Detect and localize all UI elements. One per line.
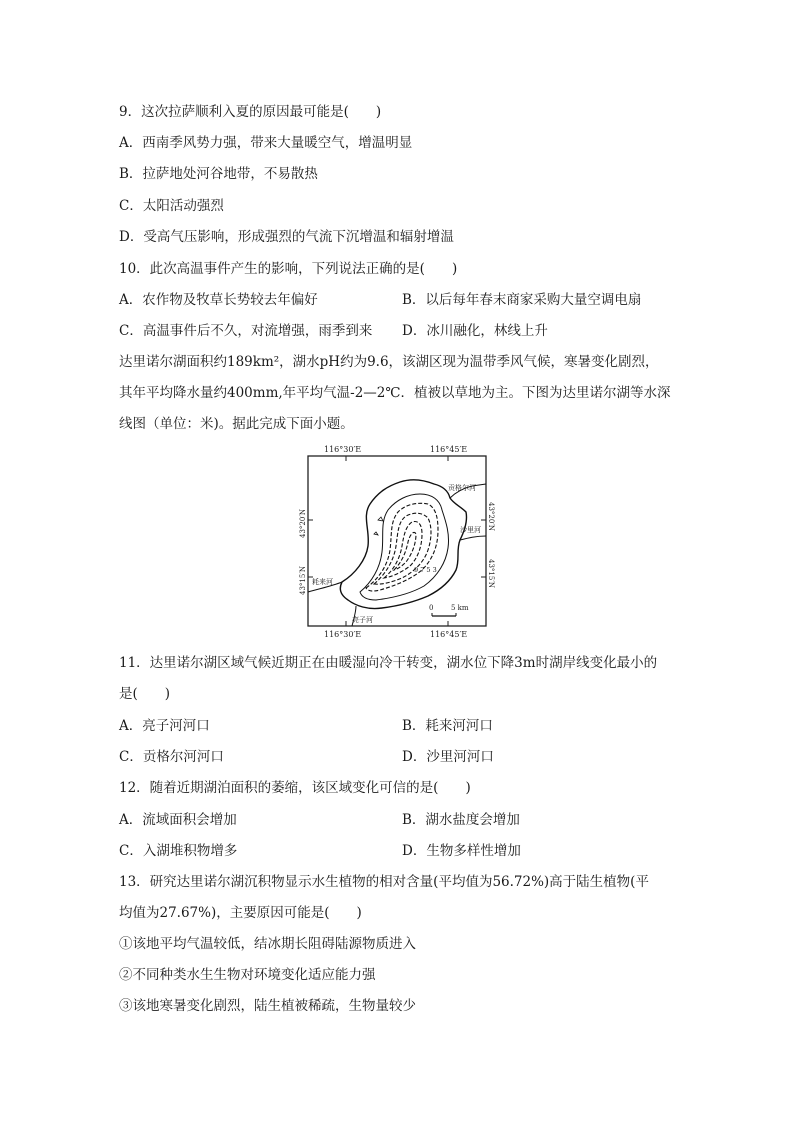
q13-statement-3: ③该地寒暑变化剧烈，陆生植被稀疏，生物量较少 xyxy=(119,998,416,1014)
q11-option-a: A．亮子河河口 xyxy=(119,718,210,734)
lon-label-top-right: 116°45′E xyxy=(430,445,468,454)
q9-option-b: B．拉萨地处河谷地带，不易散热 xyxy=(119,166,318,182)
q11-option-c: C．贡格尔河河口 xyxy=(119,749,224,765)
q13-stem-line-2: 均值为27.67%)，主要原因可能是( ) xyxy=(119,905,362,921)
lon-label-top-left: 116°30′E xyxy=(324,445,362,454)
lat-label-lower-right: 43°15′N xyxy=(487,559,495,589)
intro-line-2: 其年平均降水量约400mm,年平均气温-2—2℃．植被以草地为主。下图为达里诺尔湖等水深 xyxy=(119,385,671,401)
q11-option-d: D．沙里河河口 xyxy=(402,749,494,765)
q9-stem: 9．这次拉萨顺利入夏的原因最可能是( ) xyxy=(119,104,382,120)
lat-label-lower-left: 43°15′N xyxy=(299,565,307,595)
river-haolai-label: 耗来河 xyxy=(312,578,333,586)
lon-label-bottom-right: 116°45′E xyxy=(430,630,468,639)
river-gongge-label: 贡格尔河 xyxy=(448,484,476,492)
q12-option-b: B．湖水盐度会增加 xyxy=(402,812,520,828)
river-liangzi-label: 亮子河 xyxy=(352,616,373,624)
q11-stem-line-2: 是( ) xyxy=(119,686,171,702)
q9-option-a: A．西南季风势力强，带来大量暖空气，增温明显 xyxy=(119,135,413,151)
q9-option-d: D．受高气压影响，形成强烈的气流下沉增温和辐射增温 xyxy=(119,229,454,245)
intro-line-3: 线图（单位：米)。据此完成下面小题。 xyxy=(119,416,354,432)
q12-option-d: D．生物多样性增加 xyxy=(402,843,521,859)
q11-stem-line-1: 11．达里诺尔湖区域气候近期正在由暖湿向冷干转变，湖水位下降3m时湖岸线变化最小的 xyxy=(119,655,658,671)
q10-option-a: A．农作物及牧草长势较去年偏好 xyxy=(119,292,318,308)
q10-stem: 10．此次高温事件产生的影响，下列说法正确的是( ) xyxy=(119,261,458,277)
lat-label-upper-right: 43°20′N xyxy=(487,502,495,532)
q12-option-a: A．流域面积会增加 xyxy=(119,812,237,828)
scale-zero-label: 0 xyxy=(429,604,434,612)
river-shali-label: 沙里河 xyxy=(460,526,481,534)
lat-label-upper-left: 43°20′N xyxy=(299,508,307,538)
q13-stem-line-1: 13．研究达里诺尔湖沉积物显示水生植物的相对含量(平均值为56.72%)高于陆生植物(平 xyxy=(119,874,649,890)
intro-line-1: 达里诺尔湖面积约189km²，湖水pH约为9.6，该湖区现为温带季风气候，寒暑变化剧烈， xyxy=(119,354,659,370)
scale-km-label: 5 km xyxy=(451,604,469,612)
q9-option-c: C．太阳活动强烈 xyxy=(119,198,224,214)
lon-label-bottom-left: 116°30′E xyxy=(324,630,362,639)
q12-option-c: C．入湖堆积物增多 xyxy=(119,843,238,859)
q10-option-d: D．冰川融化，林线上升 xyxy=(402,323,548,339)
q10-option-c: C．高温事件后不久，对流增强，雨季到来 xyxy=(119,323,373,339)
lake-depth-map xyxy=(300,442,500,642)
depth-label: 9 7 5 3 xyxy=(414,566,437,574)
q13-statement-2: ②不同种类水生生物对环境变化适应能力强 xyxy=(119,967,376,983)
q11-option-b: B．耗来河河口 xyxy=(402,718,493,734)
q13-statement-1: ①该地平均气温较低，结冰期长阻碍陆源物质进入 xyxy=(119,936,416,952)
q10-option-b: B．以后每年春末商家采购大量空调电扇 xyxy=(402,292,642,308)
q12-stem: 12．随着近期湖泊面积的萎缩，该区域变化可信的是( ) xyxy=(119,780,471,796)
